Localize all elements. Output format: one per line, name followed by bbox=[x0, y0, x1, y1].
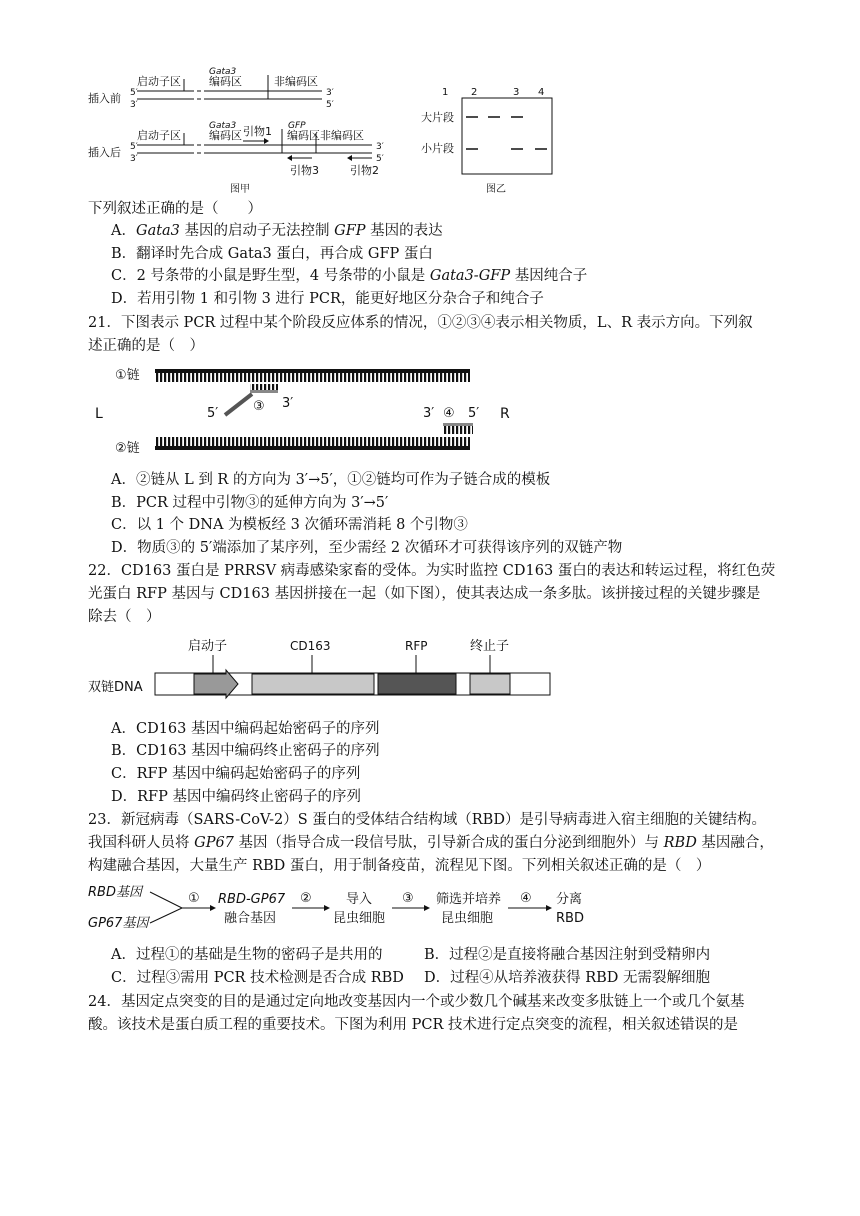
lane-4: 4 bbox=[538, 87, 545, 98]
label-intro-1: 导入 bbox=[346, 892, 373, 907]
q23-option-a[interactable]: A．过程①的基础是生物的密码子是共用的 bbox=[111, 947, 383, 963]
q22-option-a[interactable]: A．CD163 基因中编码起始密码子的序列 bbox=[111, 721, 380, 737]
label-before: 插入前 bbox=[88, 92, 121, 105]
label-5prime-4: 5′ bbox=[468, 406, 480, 421]
label-noncoding: 非编码区 bbox=[274, 75, 318, 88]
q21-option-a[interactable]: A．②链从 L 到 R 的方向为 3′→5′，①②链均可作为子链合成的模板 bbox=[111, 472, 551, 488]
label-fusion-1: RBD-GP67 bbox=[218, 892, 286, 907]
label-5prime: 5′ bbox=[130, 88, 138, 98]
step-4: ④ bbox=[520, 891, 532, 906]
label-5prime-r: 5′ bbox=[326, 100, 334, 110]
label-primer2: 引物2 bbox=[350, 164, 379, 177]
label-after: 插入后 bbox=[88, 146, 121, 159]
q21-option-c[interactable]: C．以 1 个 DNA 为模板经 3 次循环需消耗 8 个引物③ bbox=[111, 517, 468, 533]
label-small-fragment: 小片段 bbox=[421, 142, 454, 155]
label-3prime-3: 3′ bbox=[282, 396, 294, 411]
caption-jia: 图甲 bbox=[230, 184, 250, 195]
label-rfp: RFP bbox=[405, 639, 428, 653]
step-1: ① bbox=[188, 891, 200, 906]
label-chain1: ①链 bbox=[115, 368, 140, 383]
label-screen-1: 筛选并培养 bbox=[436, 892, 502, 907]
q20-option-c[interactable]: C．2 号条带的小鼠是野生型，4 号条带的小鼠是 Gata3-GFP 基因纯合子 bbox=[111, 268, 588, 284]
q23-stem-line3: 构建融合基因，大量生产 RBD 蛋白，用于制备疫苗，流程见下图。下列相关叙述正确的是（ ） bbox=[88, 858, 711, 874]
label-5prime-b: 5′ bbox=[130, 142, 138, 152]
q21-option-b[interactable]: B．PCR 过程中引物③的延伸方向为 3′→5′ bbox=[111, 495, 389, 511]
cd163-block bbox=[252, 674, 374, 694]
label-sep-1: 分离 bbox=[556, 892, 583, 907]
label-gp67-gene: GP67基因 bbox=[88, 916, 149, 931]
label-3prime-4: 3′ bbox=[423, 406, 435, 421]
label-3prime: 3′ bbox=[130, 100, 138, 110]
label-gfp: GFP bbox=[288, 121, 306, 131]
label-promoter: 启动子区 bbox=[137, 75, 181, 88]
step-2: ② bbox=[300, 891, 312, 906]
terminator-block bbox=[470, 674, 510, 694]
label-fusion-2: 融合基因 bbox=[224, 911, 277, 926]
q22-stem-line3: 除去（ ） bbox=[88, 609, 161, 625]
step-3: ③ bbox=[402, 891, 414, 906]
q24-stem-line2: 酸。该技术是蛋白质工程的重要技术。下图为利用 PCR 技术进行定点突变的流程，相关叙述错误的是 bbox=[88, 1017, 738, 1033]
label-gata3-b: Gata3 bbox=[209, 121, 237, 131]
q23-stem-line1: 23．新冠病毒（SARS-CoV-2）S 蛋白的受体结合结构域（RBD）是引导病毒进入宿主细胞的关键结构。 bbox=[88, 812, 766, 828]
label-3prime-b: 3′ bbox=[130, 154, 138, 164]
label-chain2: ②链 bbox=[115, 441, 140, 456]
label-promoter-b: 启动子区 bbox=[137, 129, 181, 142]
q21-option-d[interactable]: D．物质③的 5′端添加了某序列，至少需经 2 次循环才可获得该序列的双链产物 bbox=[111, 540, 623, 556]
q22-option-b[interactable]: B．CD163 基因中编码终止密码子的序列 bbox=[111, 743, 380, 759]
q24-stem-line1: 24．基因定点突变的目的是通过定向地改变基因内一个或少数几个碱基来改变多肽链上一个或几个氨基 bbox=[88, 994, 745, 1010]
label-m4: ④ bbox=[443, 406, 455, 421]
label-cd163: CD163 bbox=[290, 639, 331, 653]
figure-pcr bbox=[0, 360, 560, 470]
q22-option-c[interactable]: C．RFP 基因中编码起始密码子的序列 bbox=[111, 766, 361, 782]
figure-dsdna bbox=[0, 630, 570, 710]
q23-option-d[interactable]: D．过程④从培养液获得 RBD 无需裂解细胞 bbox=[424, 970, 711, 986]
q23-stem-line2: 我国科研人员将 GP67 基因（指导合成一段信号肽，引导新合成的蛋白分泌到细胞外）与 RBD 基因融合， bbox=[88, 835, 774, 851]
q22-stem-line2: 光蛋白 RFP 基因与 CD163 基因拼接在一起（如下图），使其表达成一条多肽。该拼接过程的关键步骤是 bbox=[88, 586, 761, 602]
label-R: R bbox=[500, 406, 510, 422]
label-5prime-br: 5′ bbox=[376, 154, 384, 164]
label-3prime-r: 3′ bbox=[326, 88, 334, 98]
figure-yi bbox=[0, 0, 560, 200]
label-sep-2: RBD bbox=[556, 911, 584, 926]
q22-stem-line1: 22．CD163 蛋白是 PRRSV 病毒感染家畜的受体。为实时监控 CD163 蛋白的表达和转运过程，将红色荧 bbox=[88, 563, 776, 579]
label-big-fragment: 大片段 bbox=[421, 111, 454, 124]
label-promoter: 启动子 bbox=[188, 639, 228, 654]
label-terminator: 终止子 bbox=[470, 639, 510, 654]
q20-option-d[interactable]: D．若用引物 1 和引物 3 进行 PCR，能更好地区分杂合子和纯合子 bbox=[111, 291, 544, 307]
label-noncoding-b: 非编码区 bbox=[320, 129, 364, 142]
label-5prime-3: 5′ bbox=[207, 406, 219, 421]
q23-option-b[interactable]: B．过程②是直接将融合基因注射到受精卵内 bbox=[424, 947, 711, 963]
lane-2: 2 bbox=[471, 87, 478, 98]
label-primer1: 引物1 bbox=[243, 125, 272, 138]
label-rbd-gene: RBD基因 bbox=[88, 885, 142, 900]
label-screen-2: 昆虫细胞 bbox=[441, 911, 494, 926]
q23-option-c[interactable]: C．过程③需用 PCR 技术检测是否合成 RBD bbox=[111, 970, 404, 986]
label-3prime-br: 3′ bbox=[376, 142, 384, 152]
label-m3: ③ bbox=[253, 399, 265, 414]
q20-option-a[interactable]: A．Gata3 基因的启动子无法控制 GFP 基因的表达 bbox=[111, 223, 443, 239]
caption-yi: 图乙 bbox=[486, 184, 506, 195]
label-intro-2: 昆虫细胞 bbox=[333, 911, 386, 926]
figure-flow bbox=[0, 878, 620, 938]
label-dsdna: 双链DNA bbox=[88, 680, 143, 695]
lane-1: 1 bbox=[442, 87, 449, 98]
label-coding-b: 编码区 bbox=[209, 129, 242, 142]
label-coding-gfp: 编码区 bbox=[287, 129, 320, 142]
label-gata3: Gata3 bbox=[209, 67, 237, 77]
q20-option-b[interactable]: B．翻译时先合成 Gata3 蛋白，再合成 GFP 蛋白 bbox=[111, 246, 433, 262]
q21-stem-line1: 21．下图表示 PCR 过程中某个阶段反应体系的情况，①②③④表示相关物质，L、R 表示方向。下列叙 bbox=[88, 315, 753, 331]
q22-option-d[interactable]: D．RFP 基因中编码终止密码子的序列 bbox=[111, 789, 361, 805]
label-primer3: 引物3 bbox=[290, 164, 319, 177]
q20-stem: 下列叙述正确的是（ ） bbox=[88, 201, 262, 217]
q21-stem-line2: 述正确的是（ ） bbox=[88, 338, 204, 354]
rfp-block bbox=[378, 674, 456, 694]
lane-3: 3 bbox=[513, 87, 520, 98]
label-coding: 编码区 bbox=[209, 75, 242, 88]
label-L: L bbox=[95, 406, 103, 422]
